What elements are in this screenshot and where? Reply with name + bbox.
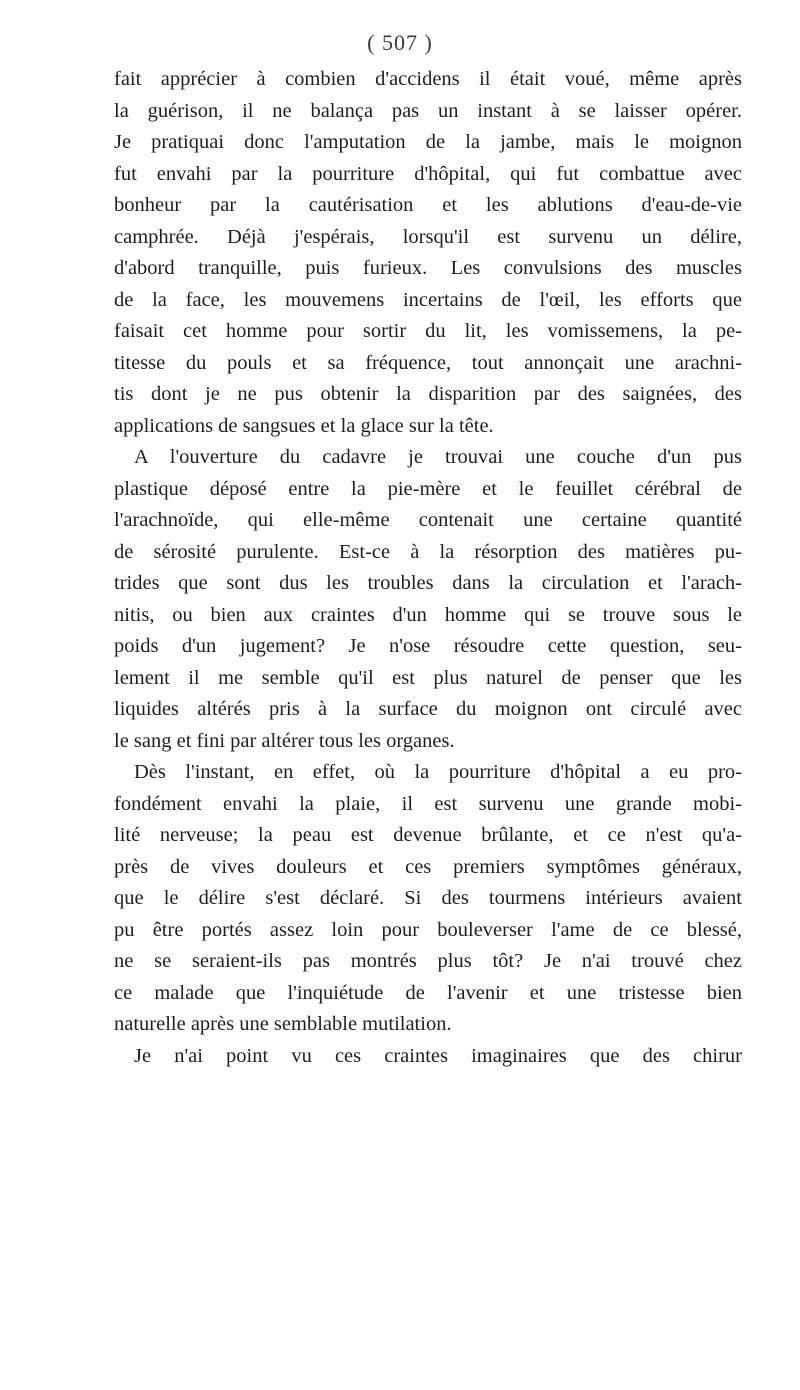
text-line: naturelle après une semblable mutilation. [114, 1013, 452, 1035]
text-line: tis dont je ne pus obtenir la disparition par des saignées, des [114, 383, 742, 405]
text-line: titesse du pouls et sa fréquence, tout annonçait une arachni- [114, 351, 742, 374]
text-line: nitis, ou bien aux craintes d'un homme qui se trouve sous le [114, 603, 742, 626]
text-line: l'arachnoïde, qui elle-même contenait une certaine quantité [114, 509, 742, 531]
text-line: Je pratiquai donc l'amputation de la jambe, mais le moignon [114, 131, 742, 153]
text-line: Dès l'instant, en effet, où la pourriture d'hôpital a eu pro- [134, 761, 742, 783]
body-text [114, 64, 742, 1072]
text-line: plastique déposé entre la pie-mère et le feuillet cérébral de [114, 477, 742, 500]
text-line: pu être portés assez loin pour bouleverser l'ame de ce blessé, [114, 918, 742, 941]
page-number: ( 507 ) [367, 30, 433, 55]
text-line: de la face, les mouvemens incertains de l'œil, les efforts que [114, 288, 742, 311]
text-line: le sang et fini par altérer tous les organes. [114, 729, 455, 752]
text-line: de sérosité purulente. Est-ce à la résorption des matières pu- [114, 540, 742, 563]
text-line: fondément envahi la plaie, il est survenu une grande mobi- [114, 792, 742, 815]
text-line: Je n'ai point vu ces craintes imaginaires que des chirur [134, 1044, 742, 1067]
text-line: fut envahi par la pourriture d'hôpital, qui fut combattue avec [114, 162, 742, 185]
text-line: lité nerveuse; la peau est devenue brûlante, et ce n'est qu'a- [114, 824, 742, 846]
text-line: liquides altérés pris à la surface du moignon ont circulé avec [114, 698, 742, 720]
text-line: près de vives douleurs et ces premiers symptômes généraux, [114, 855, 742, 878]
text-line: fait apprécier à combien d'accidens il était voué, même après [114, 68, 742, 90]
text-line: applications de sangsues et la glace sur la tête. [114, 414, 494, 437]
text-line: lement il me semble qu'il est plus naturel de penser que les [114, 666, 742, 689]
text-line: ce malade que l'inquiétude de l'avenir et une tristesse bien [114, 981, 742, 1004]
text-line: d'abord tranquille, puis furieux. Les convulsions des muscles [114, 257, 742, 279]
text-line: poids d'un jugement? Je n'ose résoudre cette question, seu- [114, 635, 742, 657]
text-line: faisait cet homme pour sortir du lit, les vomissemens, la pe- [114, 320, 742, 342]
text-line: que le délire s'est déclaré. Si des tourmens intérieurs avaient [114, 887, 742, 909]
text-line: camphrée. Déjà j'espérais, lorsqu'il est survenu un délire, [114, 225, 742, 248]
text-line: ne se seraient-ils pas montrés plus tôt? Je n'ai trouvé chez [114, 950, 742, 972]
text-line: bonheur par la cautérisation et les ablutions d'eau-de-vie [114, 194, 742, 216]
text-line: A l'ouverture du cadavre je trouvai une couche d'un pus [134, 446, 742, 468]
text-line: la guérison, il ne balança pas un instant à se laisser opérer. [114, 99, 742, 122]
text-line: trides que sont dus les troubles dans la circulation et l'arach- [114, 572, 742, 594]
